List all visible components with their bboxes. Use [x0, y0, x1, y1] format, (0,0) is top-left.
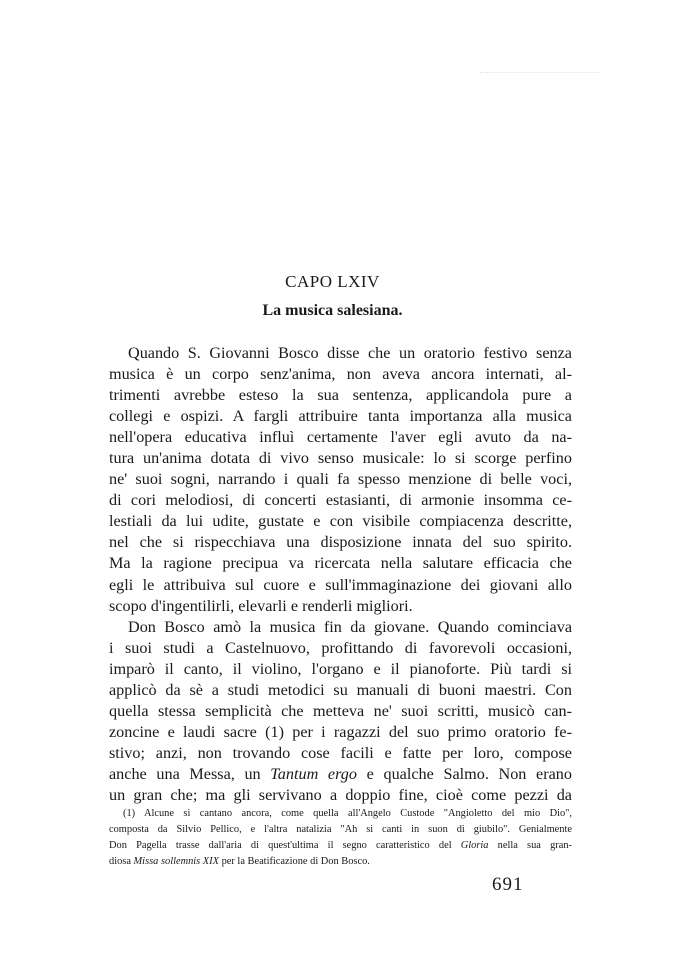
text-line: anche una Messa, un Tantum ergo e qualche Salmo. Non erano — [109, 764, 572, 783]
chapter-heading: CAPO LXIV — [285, 272, 380, 291]
body-text — [109, 343, 572, 806]
text-line: i suoi studi a Castelnuovo, profittando di favorevoli occasioni, — [109, 638, 572, 657]
chapter-title: La musica salesiana. — [262, 302, 403, 319]
text-line: collegi e ospizi. A fargli attribuire tanta importanza alla musica — [109, 407, 572, 426]
text-line: applicò da sè a studi metodici su manuali di buoni maestri. Con — [109, 680, 572, 699]
footnote — [109, 806, 572, 870]
footnote-line: Don Pagella trasse dall'aria di quest'ultima il segno caratteristico del Gloria nella sua gran- — [109, 840, 572, 851]
scan-artifact — [480, 72, 600, 73]
text-line: stivo; anzi, non trovando cose facili e fatte per loro, compose — [109, 743, 572, 762]
page-number: 691 — [492, 874, 524, 895]
footnote-line: diosa Missa sollemnis XIX per la Beatificazione di Don Bosco. — [109, 856, 370, 867]
text-line: zoncine e laudi sacre (1) per i ragazzi del suo primo oratorio fe- — [109, 722, 572, 741]
text-line: egli le attribuiva sul cuore e sull'immaginazione dei giovani allo — [109, 575, 572, 594]
text-line: tura un'anima dotata di vivo senso musicale: lo si scorge perfino — [109, 449, 572, 468]
text-line: Ma la ragione precipua va ricercata nella salutare efficacia che — [109, 554, 572, 573]
text-line: imparò il canto, il violino, l'organo e il pianoforte. Più tardi si — [109, 659, 572, 678]
text-line: nel che si rispecchiava una disposizione innata del suo spirito. — [109, 533, 572, 552]
text-line: Quando S. Giovanni Bosco disse che un oratorio festivo senza — [128, 344, 572, 362]
text-line: scopo d'ingentilirli, elevarli e renderli migliori. — [109, 596, 413, 615]
text-line: lestiali da lui udite, gustate e con visibile compiacenza descritte, — [109, 512, 572, 531]
text-line: di cori melodiosi, di concerti estasianti, di armonie insomma ce- — [109, 491, 572, 510]
text-line: ne' suoi sogni, narrando i quali fa spesso menzione di belle voci, — [109, 470, 572, 489]
footnote-line: composta da Silvio Pellico, e l'altra natalizia "Ah si canti in suon di giubilo". Genialmente — [109, 824, 572, 835]
text-line: quella stessa semplicità che metteva ne' suoi scritti, musicò can- — [109, 701, 572, 720]
text-line: trimenti avrebbe esteso la sua sentenza, applicandola pure a — [109, 386, 572, 405]
text-line: Don Bosco amò la musica fin da giovane. Quando cominciava — [128, 617, 572, 636]
text-line: musica è un corpo senz'anima, non aveva ancora internati, al- — [109, 365, 572, 384]
text-line: nell'opera educativa influì certamente l'aver egli avuto da na- — [109, 428, 572, 447]
footnote-line: (1) Alcune si cantano ancora, come quella all'Angelo Custode "Angioletto del mio Dio", — [123, 808, 572, 819]
text-line: un gran che; ma gli servivano a doppio fine, cioè come pezzi da — [109, 785, 572, 804]
